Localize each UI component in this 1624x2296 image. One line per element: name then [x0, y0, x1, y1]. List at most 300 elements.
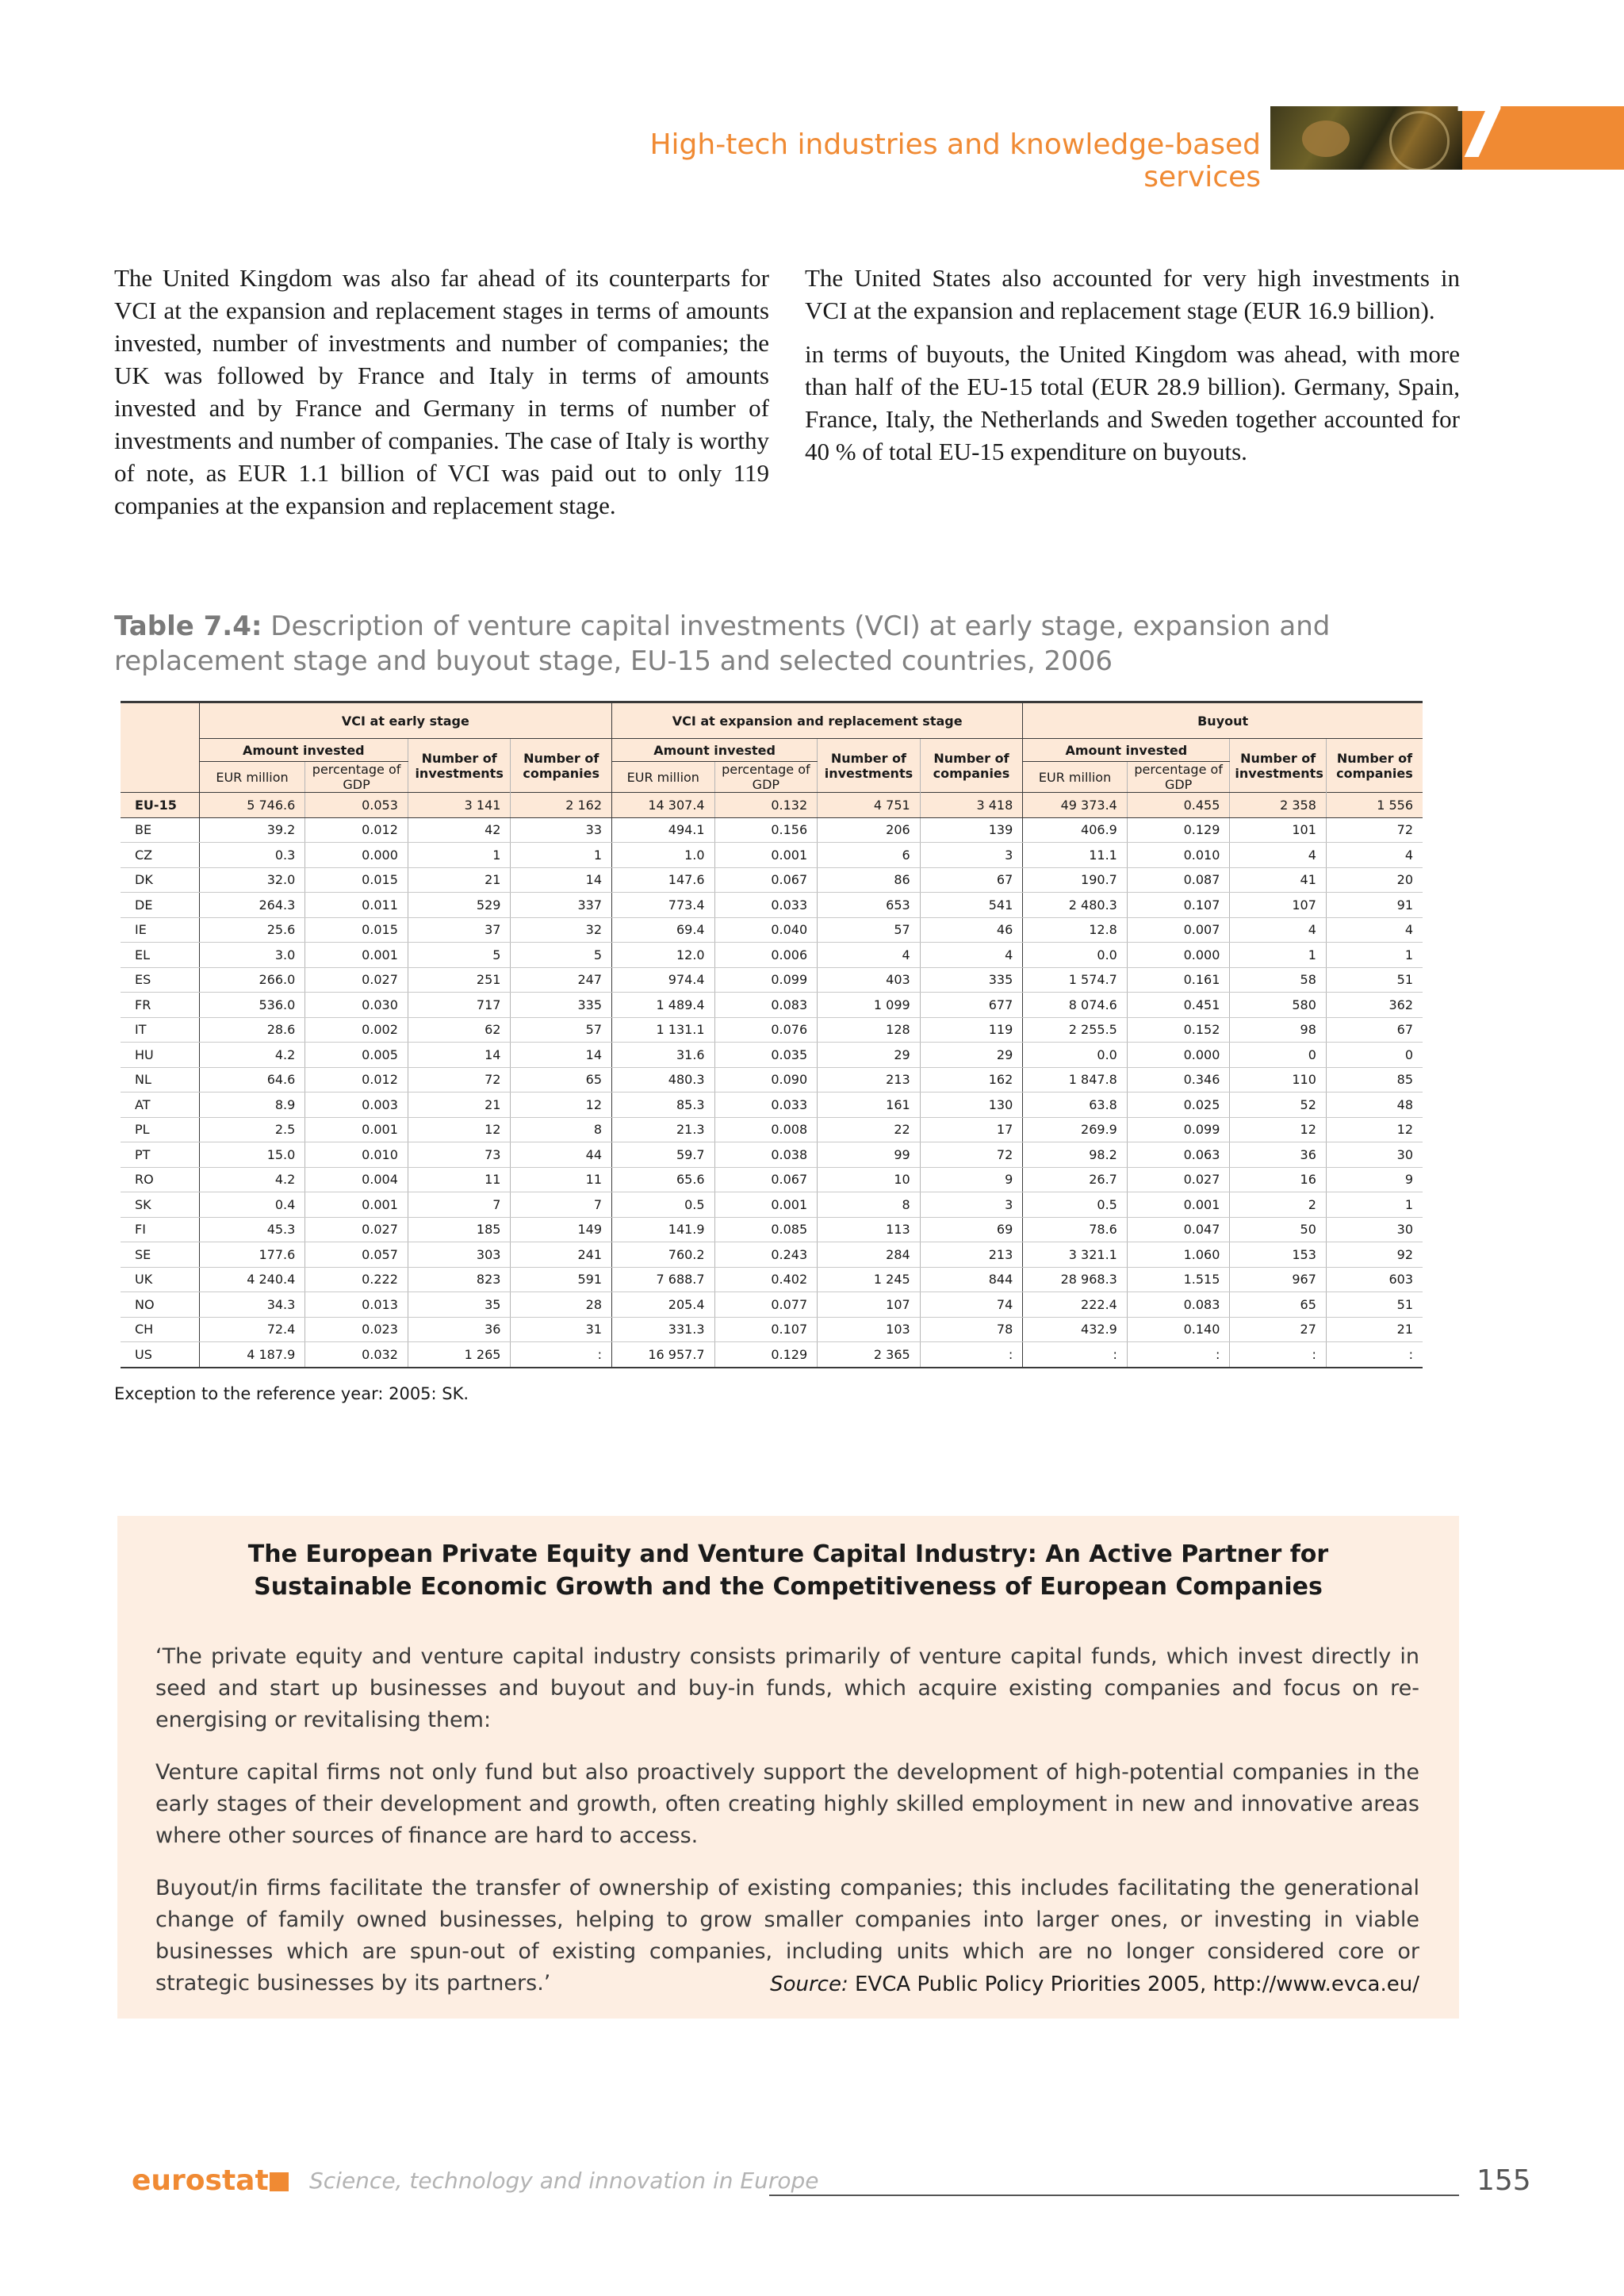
table-cell: 0.001 — [305, 943, 408, 968]
table-cell: 103 — [818, 1317, 921, 1342]
table-cell: 74 — [920, 1292, 1023, 1318]
group-header: Buyout — [1023, 702, 1423, 739]
table-cell: 98.2 — [1023, 1142, 1128, 1168]
table-cell: 44 — [511, 1142, 612, 1168]
table-cell: 0.001 — [1127, 1192, 1230, 1218]
table-cell: : — [920, 1342, 1023, 1368]
country-code: DE — [121, 893, 199, 918]
table-cell: 21 — [408, 867, 511, 893]
table-cell: 69 — [920, 1217, 1023, 1242]
table-cell: 153 — [1230, 1242, 1326, 1268]
table-cell: 760.2 — [612, 1242, 715, 1268]
table-cell: 0.047 — [1127, 1217, 1230, 1242]
table-cell: 28.6 — [199, 1017, 305, 1043]
table-cell: 1 — [511, 843, 612, 868]
table-cell: 2 — [1230, 1192, 1326, 1218]
country-code: EL — [121, 943, 199, 968]
table-cell: 31.6 — [612, 1043, 715, 1068]
table-cell: 0.012 — [305, 817, 408, 843]
eurostat-logo: eurostat — [132, 2164, 269, 2197]
country-code: PL — [121, 1117, 199, 1142]
table-cell: 21.3 — [612, 1117, 715, 1142]
table-cell: 64.6 — [199, 1067, 305, 1093]
table-cell: : — [1127, 1342, 1230, 1368]
table-cell: 11 — [408, 1167, 511, 1192]
table-cell: 110 — [1230, 1067, 1326, 1093]
table-cell: 0.000 — [1127, 943, 1230, 968]
table-cell: 0.003 — [305, 1093, 408, 1118]
country-code: SE — [121, 1242, 199, 1268]
table-cell: 69.4 — [612, 917, 715, 943]
table-cell: 4 — [1326, 917, 1423, 943]
table-cell: : — [511, 1342, 612, 1368]
table-cell: 113 — [818, 1217, 921, 1242]
table-cell: 1 099 — [818, 993, 921, 1018]
table-cell: 25.6 — [199, 917, 305, 943]
table-cell: 14 — [408, 1043, 511, 1068]
column-header: percentage of GDP — [305, 762, 408, 793]
body-column-right — [805, 262, 1460, 479]
table-cell: 717 — [408, 993, 511, 1018]
table-cell: 1 574.7 — [1023, 967, 1128, 993]
column-header: EUR million — [612, 762, 715, 793]
table-caption-label: Table 7.4: — [114, 610, 262, 642]
table-cell: 0.083 — [714, 993, 818, 1018]
table-row — [121, 893, 1423, 918]
country-code: HU — [121, 1043, 199, 1068]
table-cell: 72 — [920, 1142, 1023, 1168]
publication-title: Science, technology and innovation in Europe — [309, 2168, 819, 2194]
body-paragraph: The United Kingdom was also far ahead of its counterparts for VCI at the expansion and replacement stages in terms of amounts invested, number of investments and number of companies; the UK was followed by France and Italy in terms of amounts invested and by France and Germany in terms of number of investments and number of companies. The case of Italy is worthy of note, as EUR 1.1 billion of VCI was paid out to only 119 companies at the expansion and replacement stage. — [114, 264, 769, 519]
table-row — [121, 1142, 1423, 1168]
table-cell: 141.9 — [612, 1217, 715, 1242]
table-cell: 0.035 — [714, 1043, 818, 1068]
table-cell: 303 — [408, 1242, 511, 1268]
table-cell: 335 — [920, 967, 1023, 993]
table-cell: 251 — [408, 967, 511, 993]
table-cell: 284 — [818, 1242, 921, 1268]
table-cell: 0 — [1326, 1043, 1423, 1068]
table-cell: 59.7 — [612, 1142, 715, 1168]
country-code: BE — [121, 817, 199, 843]
table-cell: 31 — [511, 1317, 612, 1342]
table-cell: 0.010 — [1127, 843, 1230, 868]
table-row — [121, 1093, 1423, 1118]
info-box-title: The European Private Equity and Venture Capital Industry: An Active Partner for Sustainable Economic Growth and the Competitiveness of European Companies — [247, 1540, 1329, 1601]
table-cell: 0.001 — [714, 1192, 818, 1218]
table-cell: 29 — [920, 1043, 1023, 1068]
table-cell: 0.346 — [1127, 1067, 1230, 1093]
table-cell: 2 365 — [818, 1342, 921, 1368]
table-cell: 1 — [1326, 1192, 1423, 1218]
table-cell: 41 — [1230, 867, 1326, 893]
table-cell: 52 — [1230, 1093, 1326, 1118]
table-cell: 403 — [818, 967, 921, 993]
table-cell: 8.9 — [199, 1093, 305, 1118]
table-row — [121, 1242, 1423, 1268]
table-cell: 4 — [1326, 843, 1423, 868]
table-cell: 264.3 — [199, 893, 305, 918]
table-row — [121, 1267, 1423, 1292]
subgroup-header: Amount invested — [1023, 739, 1230, 762]
country-code: IE — [121, 917, 199, 943]
table-row — [121, 793, 1423, 818]
table-cell: 50 — [1230, 1217, 1326, 1242]
table-cell: 7 688.7 — [612, 1267, 715, 1292]
table-cell: 1.0 — [612, 843, 715, 868]
table-cell: 8 — [511, 1117, 612, 1142]
table-cell: 35 — [408, 1292, 511, 1318]
column-header: Number of investments — [408, 739, 511, 793]
table-row — [121, 943, 1423, 968]
table-cell: 4 240.4 — [199, 1267, 305, 1292]
table-cell: 12 — [408, 1117, 511, 1142]
logo-square-icon — [270, 2172, 289, 2191]
table-row — [121, 843, 1423, 868]
table-cell: 101 — [1230, 817, 1326, 843]
table-cell: 0.152 — [1127, 1017, 1230, 1043]
table-cell: 1.060 — [1127, 1242, 1230, 1268]
table-cell: 99 — [818, 1142, 921, 1168]
table-cell: 0.4 — [199, 1192, 305, 1218]
table-cell: 0.030 — [305, 993, 408, 1018]
table-cell: 15.0 — [199, 1142, 305, 1168]
table-cell: 51 — [1326, 1292, 1423, 1318]
table-cell: 12 — [1326, 1117, 1423, 1142]
table-cell: 1.515 — [1127, 1267, 1230, 1292]
table-cell: 12.8 — [1023, 917, 1128, 943]
table-cell: 5 — [511, 943, 612, 968]
table-cell: 0.243 — [714, 1242, 818, 1268]
table-cell: 72 — [1326, 817, 1423, 843]
table-cell: 823 — [408, 1267, 511, 1292]
country-code: US — [121, 1342, 199, 1368]
table-cell: 16 957.7 — [612, 1342, 715, 1368]
table-cell: 0.0 — [1023, 1043, 1128, 1068]
table-cell: 4 751 — [818, 793, 921, 818]
table-cell: 1 847.8 — [1023, 1067, 1128, 1093]
table-cell: 6 — [818, 843, 921, 868]
chapter-header-photo — [1270, 106, 1462, 170]
table-cell: 3 141 — [408, 793, 511, 818]
table-cell: 205.4 — [612, 1292, 715, 1318]
column-header: percentage of GDP — [1127, 762, 1230, 793]
source-text: EVCA Public Policy Priorities 2005, http://www.evca.eu/ — [855, 1973, 1419, 1996]
column-header: Number of companies — [1326, 739, 1423, 793]
table-cell: 78 — [920, 1317, 1023, 1342]
table-row — [121, 1292, 1423, 1318]
country-code: IT — [121, 1017, 199, 1043]
table-cell: 0.033 — [714, 893, 818, 918]
table-cell: 73 — [408, 1142, 511, 1168]
table-cell: 0.027 — [305, 967, 408, 993]
table-cell: 0.012 — [305, 1067, 408, 1093]
table-row — [121, 1217, 1423, 1242]
table-cell: 2 255.5 — [1023, 1017, 1128, 1043]
table-cell: 85.3 — [612, 1093, 715, 1118]
table-cell: 0.0 — [1023, 943, 1128, 968]
table-cell: 0.129 — [714, 1342, 818, 1368]
table-row — [121, 917, 1423, 943]
column-header: Number of investments — [1230, 739, 1326, 793]
table-cell: 3.0 — [199, 943, 305, 968]
table-cell: 2.5 — [199, 1117, 305, 1142]
table-cell: 0.076 — [714, 1017, 818, 1043]
table-cell: 269.9 — [1023, 1117, 1128, 1142]
table-cell: 1 265 — [408, 1342, 511, 1368]
table-row — [121, 1017, 1423, 1043]
table-cell: 432.9 — [1023, 1317, 1128, 1342]
table-cell: 0.132 — [714, 793, 818, 818]
table-cell: 11 — [511, 1167, 612, 1192]
table-caption — [114, 609, 1462, 679]
table-cell: 0.083 — [1127, 1292, 1230, 1318]
table-cell: 4.2 — [199, 1167, 305, 1192]
table-cell: 773.4 — [612, 893, 715, 918]
table-cell: 4 — [818, 943, 921, 968]
column-header: Number of companies — [511, 739, 612, 793]
table-cell: 7 — [511, 1192, 612, 1218]
table-cell: 67 — [1326, 1017, 1423, 1043]
table-cell: 0.3 — [199, 843, 305, 868]
table-cell: : — [1023, 1342, 1128, 1368]
table-cell: 480.3 — [612, 1067, 715, 1093]
table-cell: 0.063 — [1127, 1142, 1230, 1168]
country-code: CZ — [121, 843, 199, 868]
table-cell: 677 — [920, 993, 1023, 1018]
table-row — [121, 1167, 1423, 1192]
group-header: VCI at early stage — [199, 702, 611, 739]
table-cell: 42 — [408, 817, 511, 843]
table-cell: 0.087 — [1127, 867, 1230, 893]
table-row — [121, 967, 1423, 993]
table-cell: 63.8 — [1023, 1093, 1128, 1118]
table-cell: 91 — [1326, 893, 1423, 918]
table-cell: 139 — [920, 817, 1023, 843]
table-cell: 48 — [1326, 1093, 1423, 1118]
table-row — [121, 1117, 1423, 1142]
table-cell: 1 245 — [818, 1267, 921, 1292]
table-cell: 0.005 — [305, 1043, 408, 1068]
table-cell: 0.085 — [714, 1217, 818, 1242]
table-cell: 3 — [920, 843, 1023, 868]
photo-detail — [1302, 121, 1350, 157]
table-cell: 266.0 — [199, 967, 305, 993]
country-code: EU-15 — [121, 793, 199, 818]
table-cell: 0.161 — [1127, 967, 1230, 993]
table-cell: 8 074.6 — [1023, 993, 1128, 1018]
country-header — [121, 702, 199, 793]
table-cell: 72.4 — [199, 1317, 305, 1342]
table-cell: 213 — [818, 1067, 921, 1093]
table-cell: 16 — [1230, 1167, 1326, 1192]
footer-rule — [769, 2195, 1459, 2196]
chapter-title: High-tech industries and knowledge-based services — [649, 128, 1261, 193]
table-cell: 20 — [1326, 867, 1423, 893]
table-cell: 85 — [1326, 1067, 1423, 1093]
table-cell: 107 — [1230, 893, 1326, 918]
table-cell: 0.067 — [714, 1167, 818, 1192]
country-code: SK — [121, 1192, 199, 1218]
table-cell: 4 187.9 — [199, 1342, 305, 1368]
table-cell: 7 — [408, 1192, 511, 1218]
table-cell: 0.090 — [714, 1067, 818, 1093]
info-box-source — [770, 1973, 1419, 1996]
table-cell: 0.023 — [305, 1317, 408, 1342]
table-row — [121, 867, 1423, 893]
table-cell: 0.057 — [305, 1242, 408, 1268]
table-cell: 2 162 — [511, 793, 612, 818]
table-cell: 98 — [1230, 1017, 1326, 1043]
table-cell: 26.7 — [1023, 1167, 1128, 1192]
table-cell: 4 — [1230, 917, 1326, 943]
table-footnote: Exception to the reference year: 2005: SK. — [114, 1384, 469, 1403]
table-cell: 21 — [1326, 1317, 1423, 1342]
table-cell: 0.033 — [714, 1093, 818, 1118]
table-cell: 107 — [818, 1292, 921, 1318]
table-cell: 65.6 — [612, 1167, 715, 1192]
column-header: EUR million — [199, 762, 305, 793]
table-cell: 51 — [1326, 967, 1423, 993]
table-cell: 12 — [511, 1093, 612, 1118]
table-cell: 0.000 — [1127, 1043, 1230, 1068]
country-code: AT — [121, 1093, 199, 1118]
table-cell: 39.2 — [199, 817, 305, 843]
table-cell: 9 — [920, 1167, 1023, 1192]
table-cell: 0.010 — [305, 1142, 408, 1168]
table-cell: 3 418 — [920, 793, 1023, 818]
table-row — [121, 1317, 1423, 1342]
table-cell: 0.011 — [305, 893, 408, 918]
table-cell: 2 480.3 — [1023, 893, 1128, 918]
table-cell: 9 — [1326, 1167, 1423, 1192]
table-cell: 603 — [1326, 1267, 1423, 1292]
table-cell: 0.015 — [305, 867, 408, 893]
table-cell: 222.4 — [1023, 1292, 1128, 1318]
table-cell: 494.1 — [612, 817, 715, 843]
table-cell: 22 — [818, 1117, 921, 1142]
table-cell: 21 — [408, 1093, 511, 1118]
table-cell: 0.008 — [714, 1117, 818, 1142]
table-cell: 0.140 — [1127, 1317, 1230, 1342]
table-cell: 0.001 — [305, 1117, 408, 1142]
table-cell: 37 — [408, 917, 511, 943]
table-cell: 213 — [920, 1242, 1023, 1268]
table-cell: 536.0 — [199, 993, 305, 1018]
table-cell: 844 — [920, 1267, 1023, 1292]
info-box — [117, 1516, 1459, 2019]
table-cell: 4 — [920, 943, 1023, 968]
table-cell: 331.3 — [612, 1317, 715, 1342]
table-cell: 0.000 — [305, 843, 408, 868]
column-header: Number of investments — [818, 739, 921, 793]
chapter-number: 7 — [1453, 86, 1507, 176]
table-cell: 0.455 — [1127, 793, 1230, 818]
table-cell: 65 — [1230, 1292, 1326, 1318]
table-cell: 5 746.6 — [199, 793, 305, 818]
table-row — [121, 993, 1423, 1018]
table-cell: 974.4 — [612, 967, 715, 993]
country-code: ES — [121, 967, 199, 993]
table-cell: 0.027 — [1127, 1167, 1230, 1192]
table-cell: 0.015 — [305, 917, 408, 943]
table-cell: 0.053 — [305, 793, 408, 818]
country-code: PT — [121, 1142, 199, 1168]
table-cell: 0.040 — [714, 917, 818, 943]
table-cell: 0.002 — [305, 1017, 408, 1043]
table-body — [121, 793, 1423, 1368]
page-number: 155 — [1477, 2164, 1531, 2197]
table-cell: 0.107 — [714, 1317, 818, 1342]
photo-detail — [1389, 111, 1450, 170]
table-cell: 12 — [1230, 1117, 1326, 1142]
country-code: NL — [121, 1067, 199, 1093]
table-cell: 28 — [511, 1292, 612, 1318]
table-cell: 0.001 — [305, 1192, 408, 1218]
table-cell: 45.3 — [199, 1217, 305, 1242]
country-code: RO — [121, 1167, 199, 1192]
table-cell: 0.006 — [714, 943, 818, 968]
table-cell: 1 556 — [1326, 793, 1423, 818]
table-cell: 247 — [511, 967, 612, 993]
country-code: UK — [121, 1267, 199, 1292]
table-row — [121, 817, 1423, 843]
table-row — [121, 1192, 1423, 1218]
table-cell: 0.013 — [305, 1292, 408, 1318]
table-cell: 406.9 — [1023, 817, 1128, 843]
info-box-paragraph: ‘The private equity and venture capital industry consists primarily of venture capital funds, which invest directly in seed and start up businesses and buyout and buy-in funds, which acquire existing companies and focus on re-energising or revitalising them: — [155, 1644, 1419, 1732]
table-cell: 591 — [511, 1267, 612, 1292]
table-cell: 0.222 — [305, 1267, 408, 1292]
table-cell: 29 — [818, 1043, 921, 1068]
body-column-left — [114, 262, 769, 533]
table-cell: 58 — [1230, 967, 1326, 993]
table-cell: 130 — [920, 1093, 1023, 1118]
table-cell: 967 — [1230, 1267, 1326, 1292]
table-cell: 30 — [1326, 1142, 1423, 1168]
table-cell: 0.007 — [1127, 917, 1230, 943]
table-cell: 14 — [511, 867, 612, 893]
table-cell: 241 — [511, 1242, 612, 1268]
table-cell: 32 — [511, 917, 612, 943]
table-cell: 3 — [920, 1192, 1023, 1218]
table-cell: 162 — [920, 1067, 1023, 1093]
table-cell: 0.099 — [1127, 1117, 1230, 1142]
table-cell: 529 — [408, 893, 511, 918]
table-row — [121, 1342, 1423, 1368]
table-cell: 33 — [511, 817, 612, 843]
table-cell: 580 — [1230, 993, 1326, 1018]
table-cell: 4 — [1230, 843, 1326, 868]
table-cell: 8 — [818, 1192, 921, 1218]
table-cell: 0.067 — [714, 867, 818, 893]
table-cell: 17 — [920, 1117, 1023, 1142]
table-cell: 36 — [1230, 1142, 1326, 1168]
table-cell: 46 — [920, 917, 1023, 943]
body-paragraph: The United States also accounted for very high investments in VCI at the expansion and replacement stage (EUR 16.9 billion). — [805, 264, 1460, 324]
country-code: DK — [121, 867, 199, 893]
table-cell: 86 — [818, 867, 921, 893]
table-cell: 653 — [818, 893, 921, 918]
table-cell: 185 — [408, 1217, 511, 1242]
table-cell: 177.6 — [199, 1242, 305, 1268]
table-cell: 335 — [511, 993, 612, 1018]
source-label: Source: — [770, 1973, 848, 1996]
table-cell: 10 — [818, 1167, 921, 1192]
column-header: Number of companies — [920, 739, 1023, 793]
table-cell: 36 — [408, 1317, 511, 1342]
table-caption-text: Description of venture capital investments (VCI) at early stage, expansion and replacement stage and buyout stage, EU-15 and selected countries, 2006 — [114, 610, 1331, 677]
